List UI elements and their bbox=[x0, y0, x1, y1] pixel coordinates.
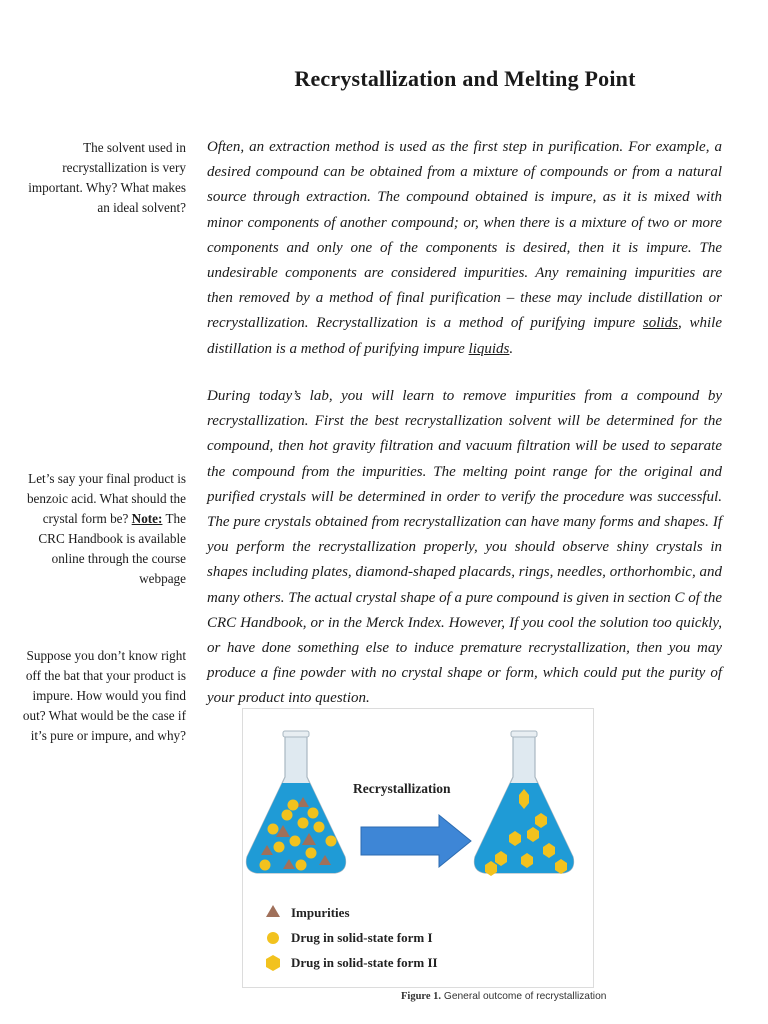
paragraph-1-mid: , while distillation is a method of purifying impure bbox=[207, 315, 722, 357]
figure-caption bbox=[401, 991, 606, 1002]
flask-left-icon bbox=[243, 731, 363, 883]
liquids-term: liquids bbox=[468, 340, 510, 357]
legend-impurities: Impurities bbox=[291, 905, 350, 920]
arrow-label: Recrystallization bbox=[353, 781, 451, 796]
paragraph-1-main: Often, an extraction method is used as the first step in purification. For example, a desired compound can be obtained from a mixture of compounds or from a natural source through extraction. The compound obtained is impure, as it is mixed with minor components of another compound; or, when there is a mixture of two or more components and only one of the components is desired, then it is impure. The undesirable components are considered impurities. Any remaining impurities are then removed by a method of final purification – these may include distillation or recrystallization. Recrystallization is a method of purifying impure bbox=[207, 139, 722, 332]
sidenote-benzoic-acid bbox=[20, 469, 186, 589]
legend-form-one-icon bbox=[267, 932, 279, 944]
sidenote-solvent bbox=[20, 138, 186, 218]
legend-form-one: Drug in solid-state form I bbox=[291, 930, 433, 945]
sidenote-purity bbox=[20, 646, 186, 746]
figure-caption-label: Figure 1. bbox=[401, 991, 442, 1002]
paragraph-todays-lab: During today’s lab, you will learn to remove impurities from a compound by recrystallization. First the best recrystallization solvent will be determined for the compound, then hot gravity filtration and vacuum filtration will be used to separate the compound from the impurities. The melting point range for the original and purified crystals will be determined in order to verify the procedure was successful. The pure crystals obtained from recrystallization can have many forms and shapes. If you perform the recrystallization properly, you should observe shiny crystals in shapes including plates, diamond-shaped placards, rings, needles, orthorhombic, and many others. The actual crystal shape of a pure compound is given in section C of the CRC Handbook, or in the Merck Index. However, If you cool the solution too quickly, or have done something else to induce premature recrystallization, then you may produce a fine powder with no crystal shape or form, which could put the purity of your product into question. bbox=[207, 388, 722, 707]
paragraph-extraction bbox=[207, 135, 722, 362]
figure-legend bbox=[266, 905, 438, 971]
sidenote-benzoic-text: Let’s say your final product is benzoic acid. What should the crystal form be? bbox=[26, 471, 186, 526]
note-text: The CRC Handbook is available online through the course webpage bbox=[38, 511, 186, 586]
sidenote-solvent-text: The solvent used in recrystallization is very important. Why? What makes an ideal solvent? bbox=[28, 140, 186, 215]
flask-right-icon bbox=[463, 731, 593, 883]
page-title: Recrystallization and Melting Point bbox=[294, 66, 636, 91]
solids-term: solids bbox=[642, 315, 678, 332]
figure-recrystallization bbox=[242, 708, 594, 988]
legend-form-two-icon bbox=[266, 955, 280, 971]
sidenote-purity-text: Suppose you don’t know right off the bat that your product is impure. How would you find out? What would be the case if it’s pure or impure, and why? bbox=[22, 648, 186, 743]
legend-form-two: Drug in solid-state form II bbox=[291, 955, 438, 970]
recrystallization-diagram bbox=[243, 709, 593, 987]
figure-caption-text: General outcome of recrystallization bbox=[441, 991, 607, 1002]
note-label: Note: bbox=[131, 511, 163, 526]
legend-impurities-icon bbox=[266, 905, 280, 917]
recrystallization-arrow-icon bbox=[361, 815, 471, 867]
paragraph-1-end: . bbox=[509, 340, 514, 357]
